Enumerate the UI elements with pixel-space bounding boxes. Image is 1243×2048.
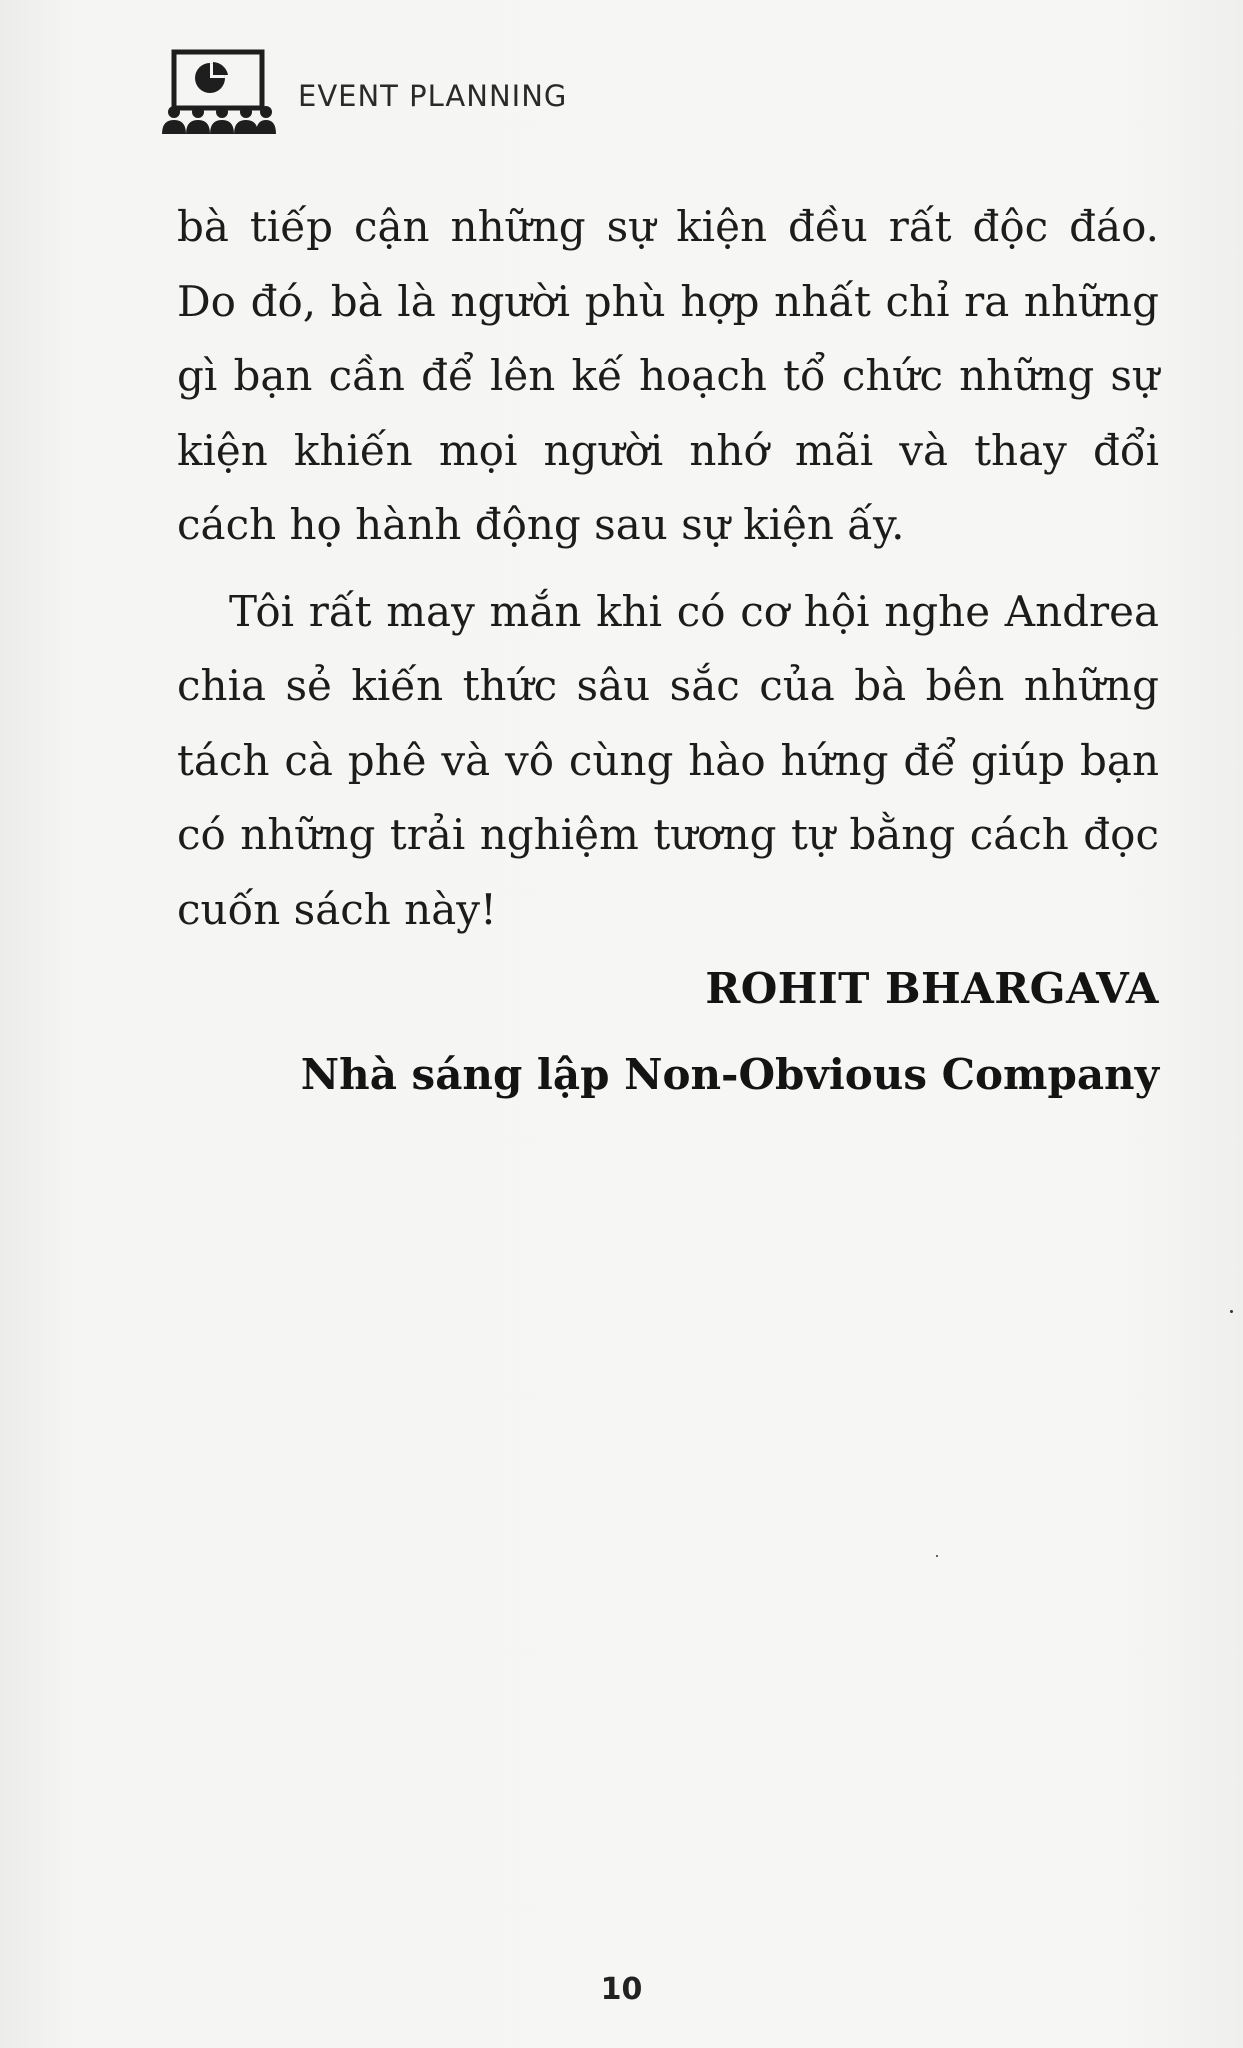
paragraph-1: bà tiếp cận những sự kiện đều rất độc đáo. Do đó, bà là người phù hợp nhất chỉ ra những gì bạn cần để lên kế hoạch tổ chức những sự kiện khiến mọi người nhớ mãi và thay đổi cách họ hành động sau sự kiện ấy. [177,202,1159,549]
paragraph-2-text: Tôi rất may mắn khi có cơ hội nghe Andrea chia sẻ kiến thức sâu sắc của bà bên những tách cà phê và vô cùng hào hứng để giúp bạn có những trải nghiệm tương tự bằng cách đọc cuốn sách này! [177,586,1159,934]
running-header-title: EVENT PLANNING [298,79,568,113]
page-number: 10 [600,1972,643,2007]
paragraph-2 [177,575,1159,948]
paper-speck [1230,1310,1233,1313]
signature-name: ROHIT BHARGAVA [705,964,1159,1013]
event-audience-icon [160,48,278,138]
signature-role: Nhà sáng lập Non-Obvious Company [300,1050,1159,1099]
paper-speck [936,1555,938,1557]
running-header [160,48,567,138]
body-text [177,190,1159,1109]
